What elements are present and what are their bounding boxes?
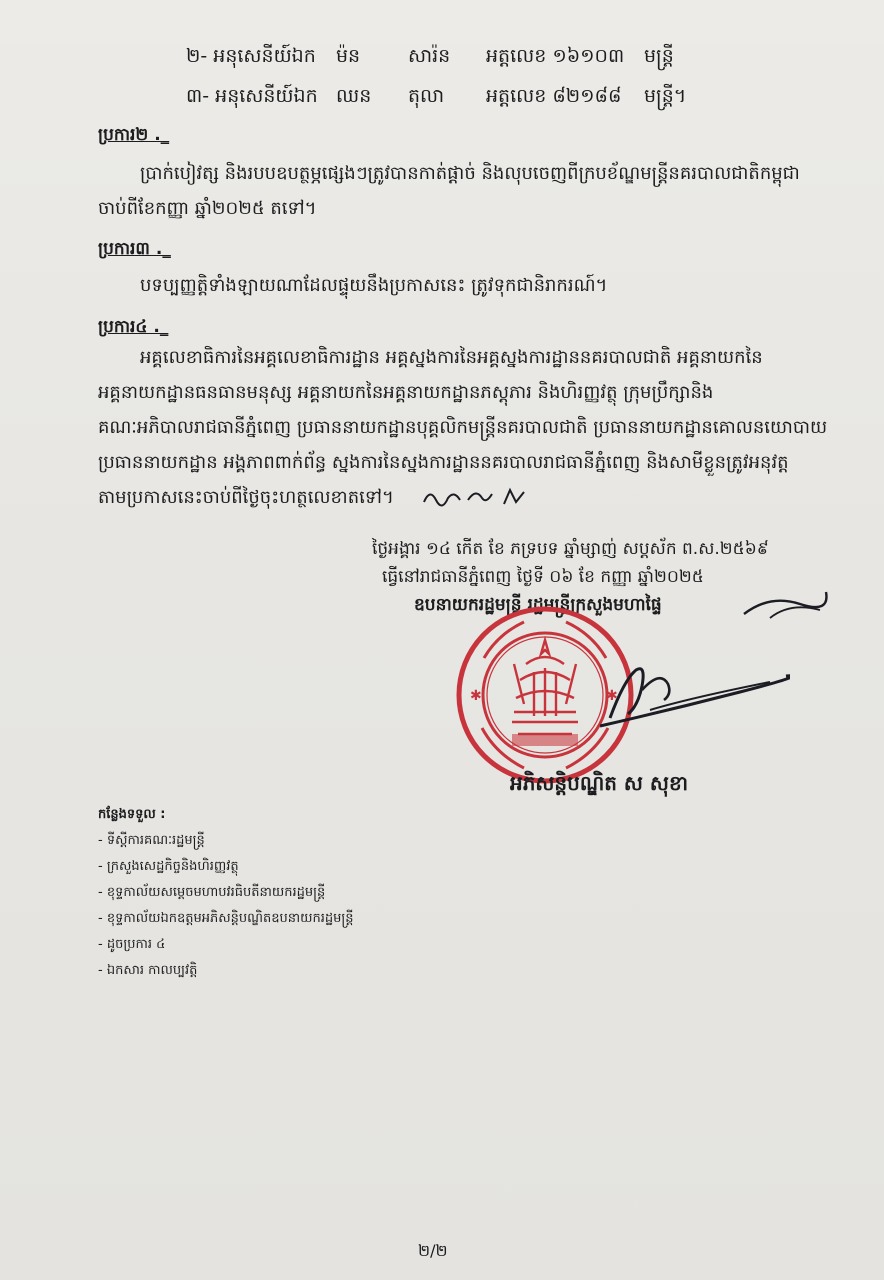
article-2-line: ប្រាក់បៀវត្ស និងរបបឧបត្ថម្ភផ្សេងៗត្រូវបានកាត់ផ្តាច់ និងលុបចេញពីក្របខ័ណ្ឌមន្ត្រីនគរបាលជាតិកម្ពុជា bbox=[140, 163, 800, 184]
article-4-line: គណៈអភិបាលរាជធានីភ្នំពេញ ប្រធាននាយកដ្ឋានបុគ្គលិកមន្ត្រីនគរបាលជាតិ ប្រធាននាយកដ្ឋានគោលនយោបាយ bbox=[98, 417, 828, 438]
recipient-item: - ខុទ្ទកាល័យឯកឧត្តមអភិសន្តិបណ្ឌិតឧបនាយករដ្ឋមន្ត្រី bbox=[98, 911, 354, 926]
officer-number: អត្តលេខ ១៦១០៣ bbox=[486, 45, 625, 67]
article-3-heading: ប្រការ៣ ._ bbox=[98, 239, 171, 259]
article-3-line: បទប្បញ្ញត្តិទាំងឡាយណាដែលផ្ទុយនឹងប្រកាសនេះ ត្រូវទុកជានិរាករណ៍។ bbox=[140, 275, 608, 296]
solar-date: ធ្វើនៅរាជធានីភ្នំពេញ ថ្ងៃទី ០៦ ខែ កញ្ញា ឆ្នាំ២០២៥ bbox=[382, 567, 704, 587]
recipient-item: - ខុទ្ទកាល័យសម្តេចមហាបវរធិបតីនាយករដ្ឋមន្ត្រី bbox=[98, 885, 326, 900]
officer-line bbox=[186, 84, 706, 110]
signatory-title: ឧបនាយករដ្ឋមន្ត្រី រដ្ឋមន្ត្រីក្រសួងមហាផ្ទៃ bbox=[414, 595, 662, 615]
officer-given-name: ម៉ន bbox=[336, 45, 361, 67]
officer-given-name: ឈន bbox=[336, 85, 372, 107]
officer-family-name: តុលា bbox=[408, 85, 445, 107]
recipient-item: - ទីស្តីការគណៈរដ្ឋមន្ត្រី bbox=[98, 833, 205, 848]
article-2-heading: ប្រការ២ ._ bbox=[98, 125, 170, 145]
handwritten-mark-icon bbox=[420, 484, 530, 510]
svg-text:✱: ✱ bbox=[606, 688, 618, 704]
lunar-date: ថ្ងៃអង្គារ ១៤ កើត ខែ ភទ្របទ ឆ្នាំម្សាញ់ សប្តស័ក ព.ស.២៥៦៩ bbox=[372, 539, 769, 559]
recipient-item: - ក្រសួងសេដ្ឋកិច្ចនិងហិរញ្ញវត្ថុ bbox=[98, 859, 239, 874]
officer-suffix: មន្ត្រី។ bbox=[644, 85, 687, 107]
signature-flourish-icon bbox=[740, 584, 830, 624]
article-3-text bbox=[98, 268, 607, 303]
article-2-line: ចាប់ពីខែកញ្ញា ឆ្នាំ២០២៥ តទៅ។ bbox=[98, 198, 317, 219]
officer-rank: ២- អនុសេនីយ៍ឯក bbox=[186, 45, 316, 67]
officer-number: អត្តលេខ ៨២១៨៨ bbox=[486, 85, 622, 107]
article-4-line: តាមប្រកាសនេះចាប់ពីថ្ងៃចុះហត្ថលេខាតទៅ។ bbox=[98, 487, 394, 508]
recipients-title: កន្លែងទទួល : bbox=[98, 807, 166, 822]
article-4-line: អគ្គលេខាធិការនៃអគ្គលេខាធិការដ្ឋាន អគ្គស្នងការនៃអគ្គស្នងការដ្ឋាននគរបាលជាតិ អគ្គនាយកនៃ bbox=[140, 347, 763, 368]
article-4-heading: ប្រការ៤ ._ bbox=[98, 317, 169, 337]
page-number: ២/២ bbox=[418, 1241, 448, 1260]
svg-text:✱: ✱ bbox=[470, 688, 482, 704]
handwritten-signature-icon bbox=[590, 640, 790, 740]
signatory-name: អភិសន្តិបណ្ឌិត ស សុខា bbox=[510, 771, 688, 795]
recipient-item: - ឯកសារ កាលប្បវត្តិ bbox=[98, 963, 198, 978]
officer-suffix: មន្ត្រី bbox=[644, 45, 674, 67]
article-4-line: ប្រធាននាយកដ្ឋាន អង្គភាពពាក់ព័ន្ធ ស្នងការនៃស្នងការដ្ឋាននគរបាលរាជធានីភ្នំពេញ និងសាមីខ្លួនត្រូវអនុវត្ត bbox=[98, 452, 789, 473]
officer-family-name: សារ៉ន bbox=[408, 45, 451, 67]
article-4-line: អគ្គនាយកដ្ឋានធនធានមនុស្ស អគ្គនាយកនៃអគ្គនាយកដ្ឋានភស្តុភារ និងហិរញ្ញវត្ថុ ក្រុមប្រឹក្សានិង bbox=[98, 382, 714, 403]
officer-line bbox=[186, 44, 706, 70]
article-2-text bbox=[98, 156, 800, 226]
recipient-item: - ដូចប្រការ ៤ bbox=[98, 937, 166, 952]
officer-rank: ៣- អនុសេនីយ៍ឯក bbox=[186, 85, 318, 107]
